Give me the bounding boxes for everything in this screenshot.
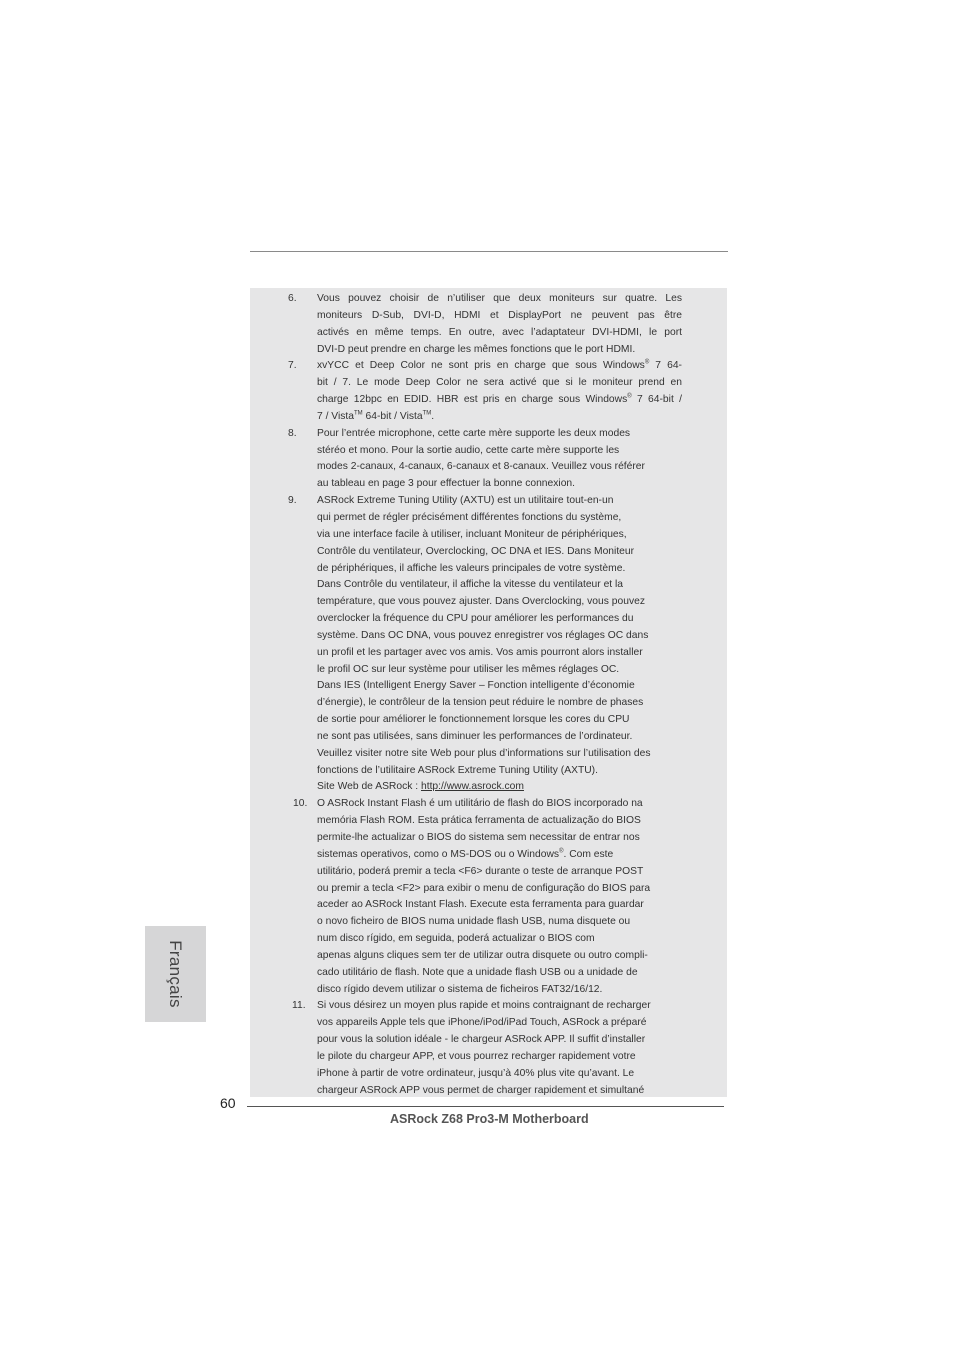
note-text: O ASRock Instant Flash é um utilitário de flash do BIOS incorporado na memória Flash ROM. Esta prática ferramenta de actualização do BIOS permite-lhe actualizar o BIOS do sistema sem necessitar de entrar nos sistemas operativos, como o MS-DOS ou o Windows®. Com este utilitário, poderá premir a tecla <F6> durante o teste de arranque POST ou premir a tecla <F2> para exibir o menu de configuração do BIOS para aceder ao ASRock Instant Flash. Execute esta ferramenta para guardar o novo ficheiro de BIOS numa unidade flash USB, numa disquete ou num disco rígido, em seguida, poderá actualizar o BIOS com apenas alguns cliques sem ter de utilizar outra disquete ou outro compli- cado utilitário de flash. Note que a unidade flash USB ou a unidade de disco rígido devem utilizar o sistema de ficheiros FAT32/16/12. — [317, 798, 651, 995]
footer-title: ASRock Z68 Pro3-M Motherboard — [390, 1112, 589, 1126]
note-7 — [250, 358, 727, 425]
bottom-rule — [247, 1106, 724, 1107]
note-6 — [250, 291, 727, 358]
note-text: Vous pouvez choisir de n’utiliser que deux moniteurs sur quatre. Les moniteurs D-Sub, DVI-D, HDMI et DisplayPort ne peuvent pas être activés en même temps. En outre, avec l’adaptateur DVI-HDMI, le port DVI-D peut prendre en charge les mêmes fonctions que le port HDMI. — [317, 293, 682, 355]
note-text: Pour l’entrée microphone, cette carte mère supporte les deux modes stéréo et mono. Pour la sortie audio, cette carte mère supporte les modes 2-canaux, 4-canaux, 6-canaux et 8-canaux. Veuillez vous référer au tableau en page 3 pour effectuer la bonne connexion. — [317, 427, 645, 490]
note-11 — [250, 998, 727, 1099]
note-number: 6. — [288, 293, 297, 304]
note-number: 8. — [288, 427, 297, 439]
note-number: 11. — [292, 1000, 306, 1012]
asrock-website-link[interactable]: http://www.asrock.com — [420, 781, 524, 793]
note-8 — [250, 426, 727, 493]
notes-box — [250, 288, 727, 1097]
note-text: xvYCC et Deep Color ne sont pris en charge que sous Windows® 7 64- bit / 7. Le mode Deep Color ne sera activé que si le moniteur prend en charge 12bpc en EDID. HBR est pris en charge sous Windows® 7 64-bit / 7 / Vista™ 64-bit / Vista™. — [317, 359, 682, 422]
note-9 — [250, 493, 727, 796]
language-tab — [145, 926, 206, 1022]
note-text: Si vous désirez un moyen plus rapide et moins contraignant de recharger vos appareils Apple tels que iPhone/iPod/iPad Touch, ASRock a préparé pour vous la solution idéale - le chargeur ASRock APP. Il suffit d’installer le pilote du chargeur APP, et vous pourrez recharger rapidement votre iPhone à partir de votre ordinateur, jusqu’à 40% plus vite qu’avant. Le chargeur ASRock APP vous permet de charger rapidement et simultané — [317, 1000, 651, 1096]
note-text: ASRock Extreme Tuning Utility (AXTU) est un utilitaire tout-en-un qui permet de régler précisément différentes fonctions du système, via une interface facile à utiliser, incluant Moniteur de périphériques, Contrôle du ventilateur, Overclocking, OC DNA et IES. Dans Moniteur de périphériques, il affiche les valeurs principales de votre système. Dans Contrôle du ventilateur, il affiche la vitesse du ventilateur et la température, que vous pouvez ajuster. Dans Overclocking, vous pouvez overclocker la fréquence du CPU pour améliorer les performances du système. Dans OC DNA, vous pouvez enregistrer vos réglages OC dans un profil et les partager avec vos amis. Vos amis pourront alors installer le profil OC sur leur système pour utiliser les mêmes réglages OC. Dans IES (Intelligent Energy Saver – Fonction intelligente d’économie d’énergie), le contrôleur de la tension peut réduire le nombre de phases de sortie pour améliorer le fonctionnement lorsque les cores du CPU ne sont pas utilisées, sans diminuer les performances de l’ordinateur. Veuillez visiter notre site Web pour plus d’informations sur l’utilisation des fonctions de l’utilitaire ASRock Extreme Tuning Utility (AXTU). Site Web de ASRock : http://www.asrock.com — [317, 495, 651, 793]
top-rule — [250, 251, 728, 252]
language-label: Français — [166, 940, 185, 1008]
page-number: 60 — [220, 1095, 236, 1111]
note-number: 10. — [293, 798, 308, 810]
note-number: 7. — [288, 360, 297, 372]
site-label: Site Web de ASRock : — [317, 781, 421, 793]
note-number: 9. — [288, 495, 297, 507]
note-10 — [250, 796, 727, 998]
notes-list — [250, 291, 727, 1100]
